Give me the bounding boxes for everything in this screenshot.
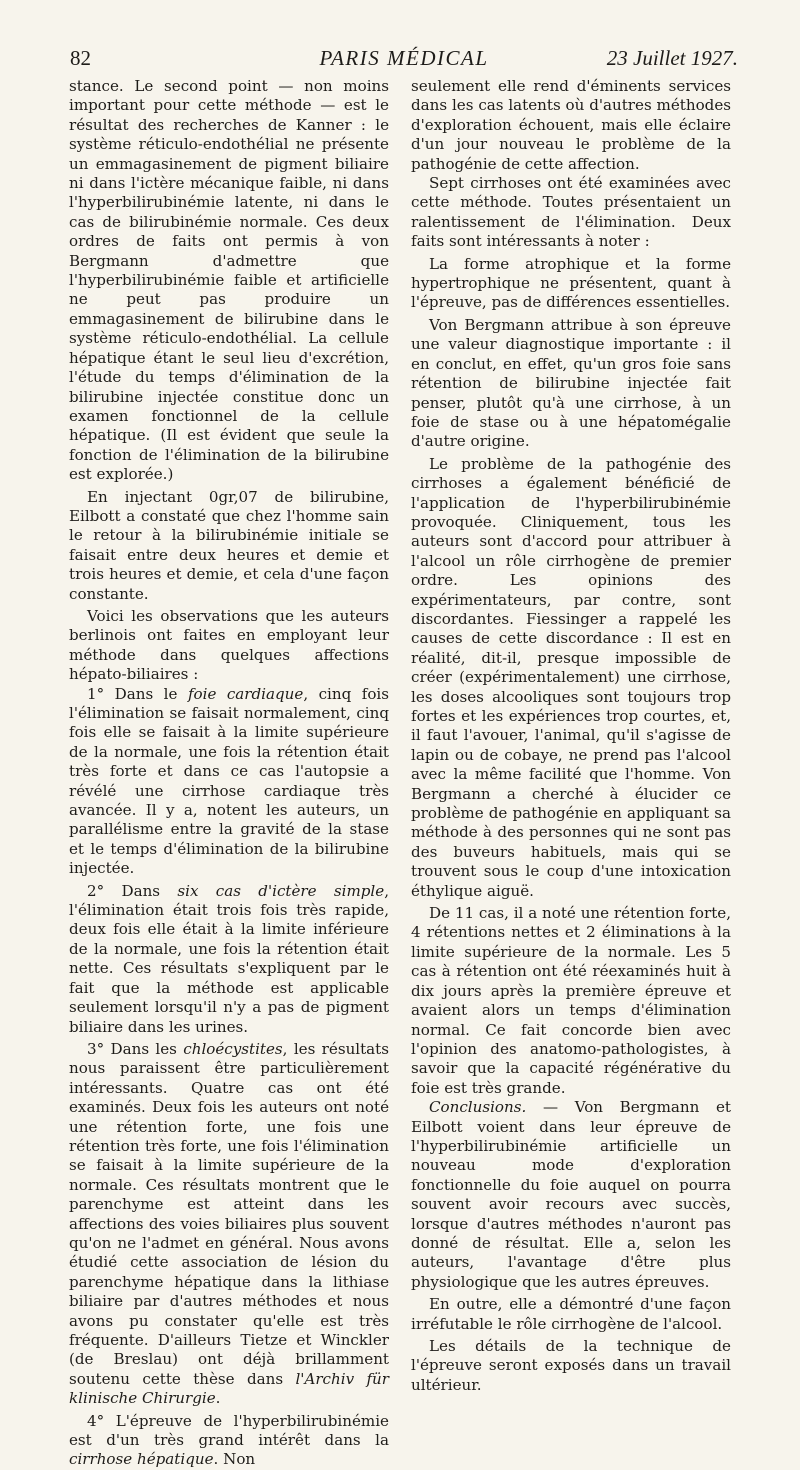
paragraph: Sept cirrhoses ont été examinées avec cette méthode. Toutes présentaient un ralentissement de l'élimination. Deux faits sont intéressants à noter : xyxy=(411,174,731,251)
paragraph: Conclusions. — Von Bergmann et Eilbott voient dans leur épreuve de l'hyperbilirubinémie artificielle un nouveau mode d'exploration fonctionnelle du foie auquel on pourra souvent avoir recours avec succès, lorsque d'autres méthodes n'auront pas donné de résultat. Elle a, selon les auteurs, l'avantage d'être plus physiologique que les autres épreuves. xyxy=(411,1098,731,1291)
paragraph: 2° Dans six cas d'ictère simple, l'élimination était trois fois très rapide, deux fois elle était à la limite inférieure de la normale, une fois la rétention était nette. Ces résultats s'expliquent par le fait que la méthode est applicable seulement lorsqu'il n'y a pas de pigment biliaire dans les urines. xyxy=(69,881,389,1036)
paragraph: De 11 cas, il a noté une rétention forte, 4 rétentions nettes et 2 éliminations à la limite supérieure de la normale. Les 5 cas à rétention ont été réexaminés huit à dix jours après la première épreuve et avaient alors un temps d'élimination normal. Ce fait concorde bien avec l'opinion des anatomo-pathologistes, à savoir que la capacité régénérative du foie est très grande. xyxy=(411,904,731,1097)
paragraph: 4° L'épreuve de l'hyperbilirubinémie est d'un très grand intérêt dans la cirrhose hépatique. Non xyxy=(69,1411,389,1469)
journal-title: PARIS MÉDICAL xyxy=(319,46,489,70)
paragraph: 1° Dans le foie cardiaque, cinq fois l'élimination se faisait normalement, cinq fois elle se faisait à la limite supérieure de la normale, une fois la rétention était très forte et dans ce cas l'autopsie a révélé une cirrhose cardiaque très avancée. Il y a, notent les auteurs, un parallélisme entre la gravité de la stase et le temps d'élimination de la bilirubine injectée. xyxy=(69,684,390,878)
paragraph: seulement elle rend d'éminents services dans les cas latents où d'autres méthodes d'exploration échouent, mais elle éclaire d'un jour nouveau le problème de la pathogénie de cette affection. xyxy=(411,77,731,173)
paragraph: stance. Le second point — non moins important pour cette méthode — est le résultat des recherches de Kanner : le système réticulo-endothélial ne présente un emmagasinement de pigment biliaire ni dans l'ictère mécanique faible, ni dans l'hyperbilirubinémie latente, ni dans le cas de bilirubinémie normale. Ces deux ordres de faits ont permis à von Bergmann d'admettre que l'hyperbilirubinémie faible et artificielle ne peut pas produire un emmagasinement de bilirubine dans le système réticulo-endothélial. La cellule hépatique étant le seul lieu d'excrétion, l'étude du temps d'élimination de la bilirubine injectée constitue donc un examen fonctionnel de la cellule hépatique. (Il est évident que seule la fonction de l'élimination de la bilirubine est explorée.) xyxy=(69,77,389,484)
paragraph: En injectant 0gr,07 de bilirubine, Eilbott a constaté que chez l'homme sain le retour à la bilirubinémie initiale se faisait entre deux heures et demie et trois heures et demie, et cela d'une façon constante. xyxy=(69,487,389,603)
paragraph: En outre, elle a démontré d'une façon irréfutable le rôle cirrhogène de l'alcool. xyxy=(411,1295,731,1333)
paragraph: La forme atrophique et la forme hypertrophique ne présentent, quant à l'épreuve, pas de différences essentielles. xyxy=(411,254,731,312)
right-column xyxy=(411,77,731,1395)
page-header xyxy=(70,42,738,72)
left-column xyxy=(69,77,389,1470)
issue-date: 23 Juillet 1927. xyxy=(606,46,738,70)
page-number: 82 xyxy=(70,46,91,70)
paragraph: Von Bergmann attribue à son épreuve une valeur diagnostique importante : il en conclut, en effet, qu'un gros foie sans rétention de bilirubine injectée fait penser, plutôt qu'à une cirrhose, à un foie de stase ou à une hépatomégalie d'autre origine. xyxy=(411,315,731,451)
paragraph: 3° Dans les chloécystites, les résultats nous paraissent être particulièrement intéressants. Quatre cas ont été examinés. Deux fois les auteurs ont noté une rétention forte, une fois une rétention très forte, une fois l'élimination se faisait à la limite supérieure de la normale. Ces résultats montrent que le parenchyme est atteint dans les affections des voies biliaires plus souvent qu'on ne l'admet en général. Nous avons étudié cette association de lésion du parenchyme hépatique dans la lithiase biliaire par d'autres méthodes et nous avons pu constater qu'elle est très fréquente. D'ailleurs Tietze et Winckler (de Breslau) ont déjà brillamment soutenu cette thèse dans l'Archiv für klinische Chirurgie. xyxy=(69,1039,389,1408)
paragraph: Le problème de la pathogénie des cirrhoses a également bénéficié de l'application de l'hyperbilirubinémie provoquée. Cliniquement, tous les auteurs sont d'accord pour attribuer à l'alcool un rôle cirrhogène de premier ordre. Les opinions des expérimentateurs, par contre, sont discordantes. Fiessinger a rappelé les causes de cette discordance : Il est en réalité, dit-il, presque impossible de créer (expérimentalement) une cirrhose, les doses alcooliques sont toujours trop fortes et les expériences trop courtes, et, il faut l'avouer, l'animal, qu'il s'agisse de lapin ou de cobaye, ne prend pas l'alcool avec la même facilité que l'homme. Von Bergmann a cherché à élucider ce problème de pathogénie en appliquant sa méthode à des personnes qui ne sont pas des buveurs habituels, mais qui se trouvent sous le coup d'une intoxication éthylique aiguë. xyxy=(411,454,731,900)
paragraph: Les détails de la technique de l'épreuve seront exposés dans un travail ultérieur. xyxy=(411,1337,731,1394)
paragraph: Voici les observations que les auteurs berlinois ont faites en employant leur méthode dans quelques affections hépato-biliaires : xyxy=(69,606,389,684)
